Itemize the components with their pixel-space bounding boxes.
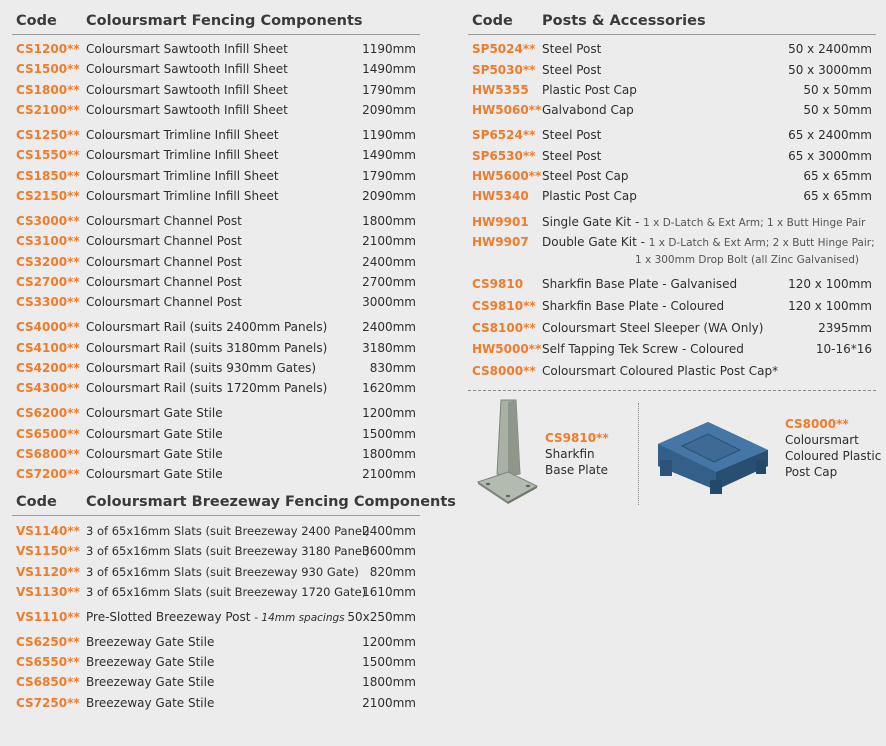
product-code: CS1500** [16, 62, 80, 76]
product-code: CS3300** [16, 295, 80, 309]
product-code: VS1140** [16, 524, 80, 538]
product-size: 1610mm [362, 585, 416, 599]
product-code: CS9810 [472, 277, 524, 291]
caption-line: Coloured Plastic [785, 449, 882, 463]
table-row [472, 146, 872, 166]
table-row [16, 562, 416, 582]
caption-line: Coloursmart [785, 433, 859, 447]
product-code: HW5600** [472, 169, 542, 183]
right-header-code: Code [472, 13, 513, 29]
table-row [16, 252, 416, 272]
product-size: 820mm [369, 565, 416, 579]
product-size: 3600mm [362, 544, 416, 558]
product-size: 1790mm [362, 83, 416, 97]
product-code: CS3000** [16, 214, 80, 228]
product-size: 50 x 50mm [803, 103, 872, 117]
product-description: Coloursmart Gate Stile [86, 447, 223, 461]
caption-line: Sharkfin [545, 447, 595, 461]
product-description: Coloursmart Trimline Infill Sheet [86, 189, 279, 203]
breezeway-header-code: Code [16, 494, 57, 510]
table-row [16, 125, 416, 145]
product-code: HW9901 [472, 215, 529, 229]
product-code: CS8000** [785, 417, 849, 431]
product-code: CS6800** [16, 447, 80, 461]
product-description [542, 212, 865, 233]
product-size: 1620mm [362, 381, 416, 395]
product-code: CS6550** [16, 655, 80, 669]
product-description: Breezeway Gate Stile [86, 635, 215, 649]
product-description-text: Double Gate Kit - [542, 235, 645, 249]
product-description: Coloursmart Coloured Plastic Post Cap* [542, 364, 779, 378]
product-size: 65 x 3000mm [788, 149, 872, 163]
sharkfin-caption [545, 430, 609, 478]
product-code: SP5030** [472, 63, 536, 77]
product-code: SP6524** [472, 128, 536, 142]
table-row [16, 186, 416, 206]
product-size: 1500mm [362, 427, 416, 441]
product-note: 1 x 300mm Drop Bolt (all Zinc Galvanised) [635, 254, 859, 266]
table-row [16, 358, 416, 378]
table-row [16, 231, 416, 251]
plastic-post-cap-image [652, 414, 774, 496]
product-description-text: Pre-Slotted Breezeway Post [86, 610, 251, 624]
product-size: 1190mm [362, 42, 416, 56]
table-row [16, 582, 416, 602]
product-description: 3 of 65x16mm Slats (suit Breezeway 2400 Panel) [86, 524, 370, 538]
section-divider [468, 390, 876, 391]
product-code: VS1150** [16, 544, 80, 558]
table-row [16, 464, 416, 484]
product-size: 120 x 100mm [788, 299, 872, 313]
product-description-text: Single Gate Kit - [542, 215, 640, 229]
product-description: Sharkfin Base Plate - Galvanised [542, 277, 738, 291]
table-row [16, 521, 416, 541]
product-note: 1 x D-Latch & Ext Arm; 2 x Butt Hinge Pair; [648, 237, 875, 249]
table-row [16, 693, 416, 713]
product-description: Breezeway Gate Stile [86, 675, 215, 689]
product-size: 10-16*16 [815, 342, 872, 356]
table-row [16, 378, 416, 398]
breezeway-header-title: Coloursmart Breezeway Fencing Components [86, 494, 456, 510]
product-size: 3000mm [362, 295, 416, 309]
table-row [16, 166, 416, 186]
table-row [472, 166, 872, 186]
product-code: CS3200** [16, 255, 80, 269]
sharkfin-base-plate-image [474, 398, 540, 504]
product-description: Coloursmart Rail (suits 2400mm Panels) [86, 320, 328, 334]
product-code: CS8000** [472, 364, 536, 378]
product-code: CS6200** [16, 406, 80, 420]
product-description: Coloursmart Channel Post [86, 214, 242, 228]
product-code: HW5355 [472, 83, 529, 97]
product-code: HW9907 [472, 235, 529, 249]
product-description: Coloursmart Rail (suits 1720mm Panels) [86, 381, 328, 395]
product-size: 1190mm [362, 128, 416, 142]
product-size: 2100mm [362, 234, 416, 248]
breezeway-header-rule [12, 515, 420, 516]
product-description: Coloursmart Trimline Infill Sheet [86, 148, 279, 162]
product-size: 1800mm [362, 214, 416, 228]
product-description: Steel Post [542, 42, 602, 56]
table-row [472, 339, 872, 359]
right-header-rule [468, 34, 876, 35]
product-size: 1490mm [362, 148, 416, 162]
product-code: CS6250** [16, 635, 80, 649]
product-description: Breezeway Gate Stile [86, 696, 215, 710]
caption-line: Post Cap [785, 465, 838, 479]
product-size: 65 x 2400mm [788, 128, 872, 142]
product-code: VS1110** [16, 610, 80, 624]
caption-line: Base Plate [545, 463, 609, 477]
product-size: 1800mm [362, 675, 416, 689]
product-description: Coloursmart Channel Post [86, 275, 242, 289]
product-description: Coloursmart Gate Stile [86, 427, 223, 441]
table-row [472, 125, 872, 145]
table-row [16, 211, 416, 231]
table-row [472, 212, 872, 232]
product-code: CS7200** [16, 467, 80, 481]
product-description: Coloursmart Trimline Infill Sheet [86, 128, 279, 142]
table-row [472, 274, 872, 294]
product-size: 1200mm [362, 635, 416, 649]
product-description: Coloursmart Sawtooth Infill Sheet [86, 103, 288, 117]
product-description: Coloursmart Rail (suits 3180mm Panels) [86, 341, 328, 355]
table-row [16, 272, 416, 292]
table-row [16, 39, 416, 59]
product-description: Coloursmart Channel Post [86, 255, 242, 269]
table-row [16, 338, 416, 358]
product-description: Coloursmart Trimline Infill Sheet [86, 169, 279, 183]
table-row [16, 80, 416, 100]
product-description: Steel Post Cap [542, 169, 629, 183]
product-size: 3180mm [362, 341, 416, 355]
product-description: 3 of 65x16mm Slats (suit Breezeway 3180 Panel) [86, 544, 370, 558]
product-code: CS2700** [16, 275, 80, 289]
product-description: Steel Post [542, 149, 602, 163]
table-row-continuation [472, 250, 872, 270]
right-header-title: Posts & Accessories [542, 13, 706, 29]
product-note: 1 x D-Latch & Ext Arm; 1 x Butt Hinge Pair [643, 217, 866, 229]
product-code: SP5024** [472, 42, 536, 56]
product-description: Coloursmart Gate Stile [86, 467, 223, 481]
product-code: CS1250** [16, 128, 80, 142]
left-header-code: Code [16, 13, 57, 29]
left-header-title: Coloursmart Fencing Components [86, 13, 363, 29]
table-row [16, 632, 416, 652]
table-row [16, 607, 416, 627]
product-code: CS1200** [16, 42, 80, 56]
product-size: 2400mm [362, 524, 416, 538]
product-size: 830mm [369, 361, 416, 375]
table-row [16, 541, 416, 561]
product-code: VS1120** [16, 565, 80, 579]
product-size: 50 x 2400mm [788, 42, 872, 56]
product-description [86, 607, 345, 628]
product-code: HW5060** [472, 103, 542, 117]
table-row [16, 444, 416, 464]
product-code: VS1130** [16, 585, 80, 599]
product-image-divider [638, 403, 639, 505]
product-code: CS1850** [16, 169, 80, 183]
product-size: 120 x 100mm [788, 277, 872, 291]
product-code: HW5340 [472, 189, 529, 203]
product-description: Self Tapping Tek Screw - Coloured [542, 342, 744, 356]
product-description: Breezeway Gate Stile [86, 655, 215, 669]
product-code: CS1800** [16, 83, 80, 97]
product-description: Coloursmart Channel Post [86, 234, 242, 248]
product-code: CS9810** [472, 299, 536, 313]
product-code: CS6500** [16, 427, 80, 441]
product-description: Coloursmart Steel Sleeper (WA Only) [542, 321, 764, 335]
table-row [16, 100, 416, 120]
product-code: CS4100** [16, 341, 80, 355]
table-row [472, 60, 872, 80]
product-code: CS7250** [16, 696, 80, 710]
product-description: Steel Post [542, 128, 602, 142]
table-row [16, 672, 416, 692]
product-size: 2090mm [362, 103, 416, 117]
table-row [472, 186, 872, 206]
product-code: CS4200** [16, 361, 80, 375]
product-description: Galvabond Cap [542, 103, 634, 117]
product-description: 3 of 65x16mm Slats (suit Breezeway 1720 Gate) [86, 585, 367, 599]
table-row [16, 317, 416, 337]
product-description: Coloursmart Sawtooth Infill Sheet [86, 42, 288, 56]
product-description: 3 of 65x16mm Slats (suit Breezeway 930 Gate) [86, 565, 359, 579]
product-description: Coloursmart Rail (suits 930mm Gates) [86, 361, 317, 375]
product-description: Sharkfin Base Plate - Coloured [542, 299, 725, 313]
product-size: 2090mm [362, 189, 416, 203]
product-description: Plastic Post Cap [542, 83, 637, 97]
table-row [472, 318, 872, 338]
product-code: CS2150** [16, 189, 80, 203]
product-code: CS3100** [16, 234, 80, 248]
plastic-post-cap-caption [785, 416, 881, 480]
table-row [472, 80, 872, 100]
table-row [472, 361, 872, 381]
table-row [472, 296, 872, 316]
table-row [16, 424, 416, 444]
table-row [472, 39, 872, 59]
product-note: - 14mm spacings [254, 612, 345, 624]
product-description: Coloursmart Gate Stile [86, 406, 223, 420]
product-size: 2700mm [362, 275, 416, 289]
product-size: 1490mm [362, 62, 416, 76]
product-description: Steel Post [542, 63, 602, 77]
table-row [16, 59, 416, 79]
product-size: 65 x 65mm [803, 169, 872, 183]
product-size: 2400mm [362, 255, 416, 269]
product-code: CS4000** [16, 320, 80, 334]
plastic-post-cap-icon [652, 414, 774, 496]
product-code: CS9810** [545, 431, 609, 445]
product-size: 50 x 50mm [803, 83, 872, 97]
product-code: CS8100** [472, 321, 536, 335]
table-row [16, 292, 416, 312]
product-size: 1800mm [362, 447, 416, 461]
product-description: Plastic Post Cap [542, 189, 637, 203]
table-row [16, 652, 416, 672]
product-code: CS1550** [16, 148, 80, 162]
product-size: 2100mm [362, 696, 416, 710]
product-size: 65 x 65mm [803, 189, 872, 203]
product-size: 50x250mm [347, 610, 416, 624]
product-size: 1200mm [362, 406, 416, 420]
table-row [16, 145, 416, 165]
table-row [472, 100, 872, 120]
product-description: Coloursmart Sawtooth Infill Sheet [86, 62, 288, 76]
table-row [472, 232, 875, 252]
product-description: Coloursmart Sawtooth Infill Sheet [86, 83, 288, 97]
product-description: Coloursmart Channel Post [86, 295, 242, 309]
product-code: CS4300** [16, 381, 80, 395]
product-size: 2395mm [818, 321, 872, 335]
product-size: 1500mm [362, 655, 416, 669]
table-row [16, 403, 416, 423]
sharkfin-base-plate-icon [474, 398, 540, 504]
product-code: CS2100** [16, 103, 80, 117]
product-size: 2100mm [362, 467, 416, 481]
left-header-rule [12, 34, 420, 35]
product-size: 50 x 3000mm [788, 63, 872, 77]
product-size: 2400mm [362, 320, 416, 334]
product-size: 1790mm [362, 169, 416, 183]
product-code: HW5000** [472, 342, 542, 356]
product-code: CS6850** [16, 675, 80, 689]
product-code: SP6530** [472, 149, 536, 163]
